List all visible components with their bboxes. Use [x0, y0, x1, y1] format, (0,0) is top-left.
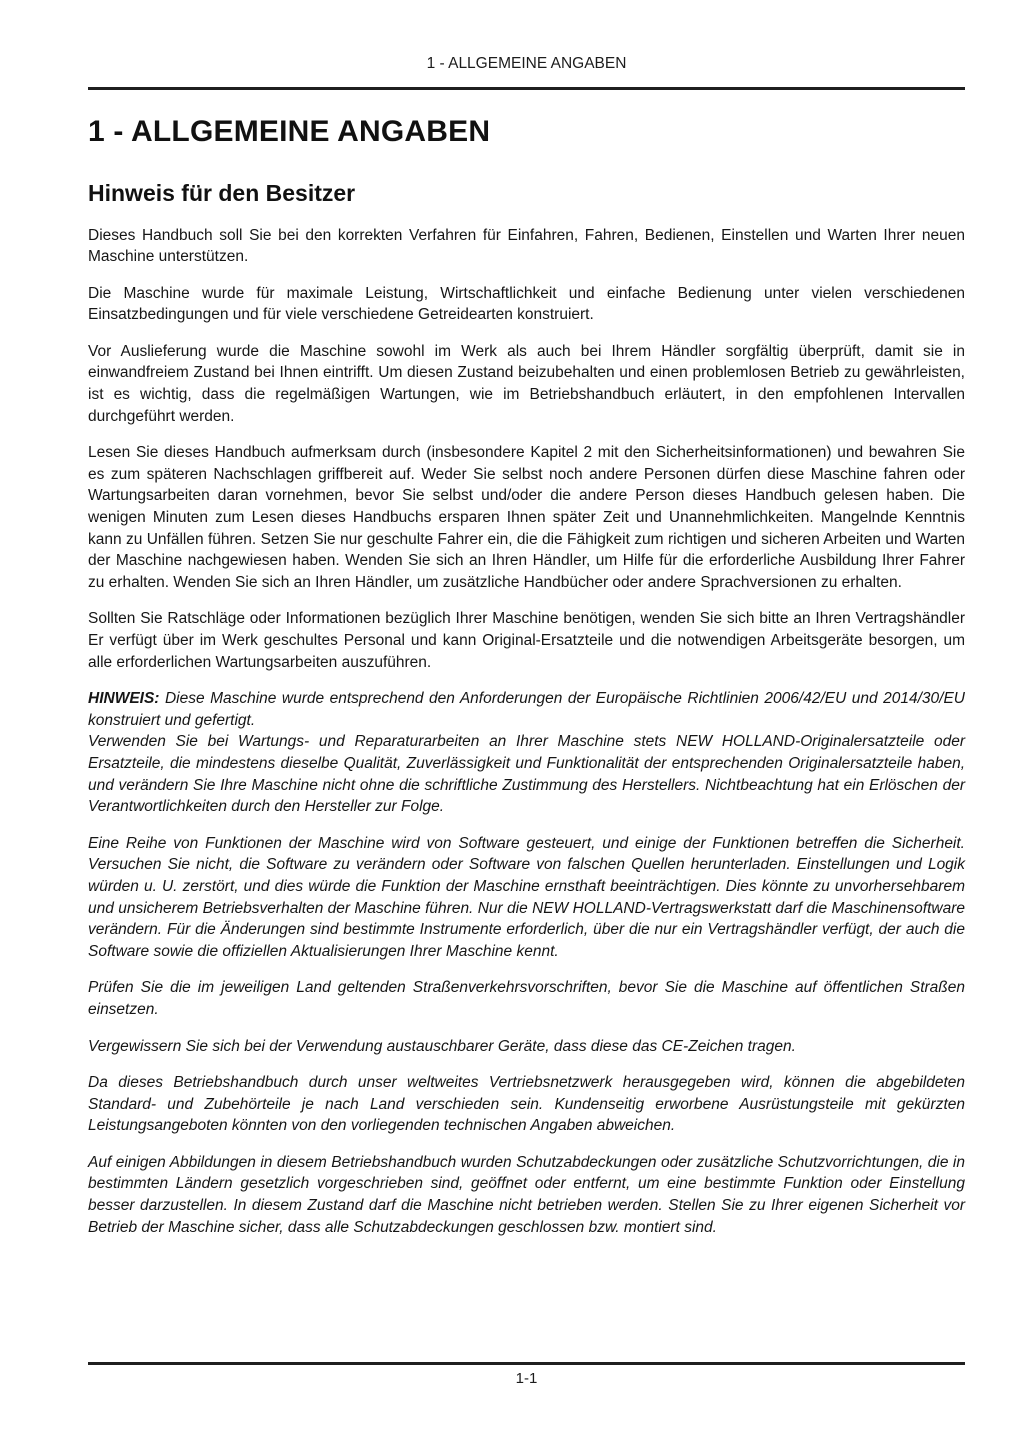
body-paragraphs — [88, 225, 965, 1239]
page-number: 1-1 — [515, 1369, 538, 1387]
section-heading: Hinweis für den Besitzer — [88, 179, 356, 206]
paragraph: Lesen Sie dieses Handbuch aufmerksam durch (insbesondere Kapitel 2 mit den Sicherheitsinformationen) und bewahren Sie es zum späteren Nachschlagen griffbereit auf. Weder Sie selbst noch andere Personen dürfen diese Maschine fahren oder Wartungsarbeiten daran vornehmen, bevor Sie selbst und/oder die andere Person dieses Handbuch gelesen haben. Die wenigen Minuten zum Lesen dieses Handbuchs ersparen Ihnen später Zeit und Unannehmlichkeiten. Mangelnde Kenntnis kann zu Unfällen führen. Setzen Sie nur geschulte Fahrer ein, die die Fähigkeit zum richtigen und sicheren Arbeiten und Warten der Maschine nachgewiesen haben. Wenden Sie sich an Ihren Händler, um Hilfe für die erforderliche Ausbildung Ihrer Fahrer zu erhalten. Wenden Sie sich an Ihren Händler, um zusätzliche Handbücher oder andere Sprachversionen zu erhalten. — [88, 444, 965, 591]
paragraph: Eine Reihe von Funktionen der Maschine wird von Software gesteuert, und einige der Funktionen betreffen die Sicherheit. Versuchen Sie nicht, die Software zu verändern oder Software von falschen Quellen herunterladen. Einstellungen und Logik würden u. U. zerstört, und dies würde die Funktion der Maschine ernsthaft beeinträchtigen. Dies könnte zu unvorhersehbarem und unsicherem Betriebsverhalten der Maschine führen. Nur die NEW HOLLAND-Vertragswerkstatt darf die Maschinensoftware verändern. Für die Änderungen sind bestimmte Instrumente erforderlich, über die nur ein Vertragshändler verfügt, der auch die Software sowie die offiziellen Aktualisierungen Ihrer Maschine kennt. — [88, 834, 965, 960]
note-label: HINWEIS: — [88, 690, 165, 708]
paragraph: Auf einigen Abbildungen in diesem Betriebshandbuch wurden Schutzabdeckungen oder zusätzliche Schutzvorrichtungen, die in bestimmten Ländern gesetzlich vorgeschrieben sind, geöffnet oder entfernt, um eine bestimmte Funktion oder Einstellung besser darzustellen. In diesem Zustand darf die Maschine nicht betrieben werden. Stellen Sie zu Ihrer eigenen Sicherheit vor Betrieb der Maschine sicher, dass alle Schutzabdeckungen geschlossen bzw. montiert sind. — [88, 1153, 965, 1236]
paragraph: Die Maschine wurde für maximale Leistung, Wirtschaftlichkeit und einfache Bedienung unter vielen verschiedenen Einsatzbedingungen und für viele verschiedene Getreidearten konstruiert. — [88, 284, 965, 324]
paragraph: Dieses Handbuch soll Sie bei den korrekten Verfahren für Einfahren, Fahren, Bedienen, Einstellen und Warten Ihrer neuen Maschine unterstützen. — [88, 226, 965, 266]
page-footer — [88, 1362, 965, 1387]
paragraph: Vergewissern Sie sich bei der Verwendung austauschbarer Geräte, dass diese das CE-Zeichen tragen. — [88, 1037, 796, 1055]
paragraph: Da dieses Betriebshandbuch durch unser weltweites Vertriebsnetzwerk herausgegeben wird, können die abgebildeten Standard- und Zubehörteile je nach Land verschieden sein. Kundenseitig erworbene Ausrüstungsteile mit gekürzten Leistungsangeboten könnten von den vorliegenden technischen Angaben abweichen. — [88, 1074, 965, 1135]
paragraph: Prüfen Sie die im jeweiligen Land geltenden Straßenverkehrsvorschriften, bevor Sie die Maschine auf öffentlichen Straßen einsetzen. — [88, 979, 965, 1018]
chapter-heading: 1 - ALLGEMEINE ANGABEN — [88, 114, 491, 148]
footer-rule — [88, 1362, 965, 1365]
header-rule — [88, 87, 965, 90]
paragraph: Vor Auslieferung wurde die Maschine sowohl im Werk als auch bei Ihrem Händler sorgfältig überprüft, damit sie in einwandfreiem Zustand bei Ihnen eintrifft. Um diesen Zustand beizubehalten und einen problemlosen Betrieb zu gewährleisten, ist es wichtig, dass die regelmäßigen Wartungen, wie im Betriebshandbuch erläutert, in den empfohlenen Intervallen durchgeführt werden. — [88, 342, 965, 425]
paragraph: Sollten Sie Ratschläge oder Informationen bezüglich Ihrer Maschine benötigen, wenden Sie sich bitte an Ihren Vertragshändler Er verfügt über im Werk geschultes Personal und kann Original-Ersatzteile und die notwendigen Arbeitsgeräte besorgen, um alle erforderlichen Wartungsarbeiten auszuführen. — [88, 610, 965, 671]
note-paragraph: HINWEIS: Diese Maschine wurde entsprechend den Anforderungen der Europäische Richtlinien 2006/42/EU und 2014/30/EU konstruiert und gefertigt. Verwenden Sie bei Wartungs- und Reparaturarbeiten an Ihrer Maschine stets NEW HOLLAND-Originalersatzteile oder Ersatzteile, die mindestens dieselbe Qualität, Zuverlässigkeit und Funktionalität der entsprechenden Originalersatzteile haben, und verändern Sie Ihre Maschine nicht ohne die schriftliche Zustimmung des Herstellers. Nichtbeachtung hat ein Erlöschen der Verantwortlichkeiten durch den Hersteller zur Folge. — [88, 690, 965, 816]
running-header: 1 - ALLGEMEINE ANGABEN — [426, 55, 627, 72]
